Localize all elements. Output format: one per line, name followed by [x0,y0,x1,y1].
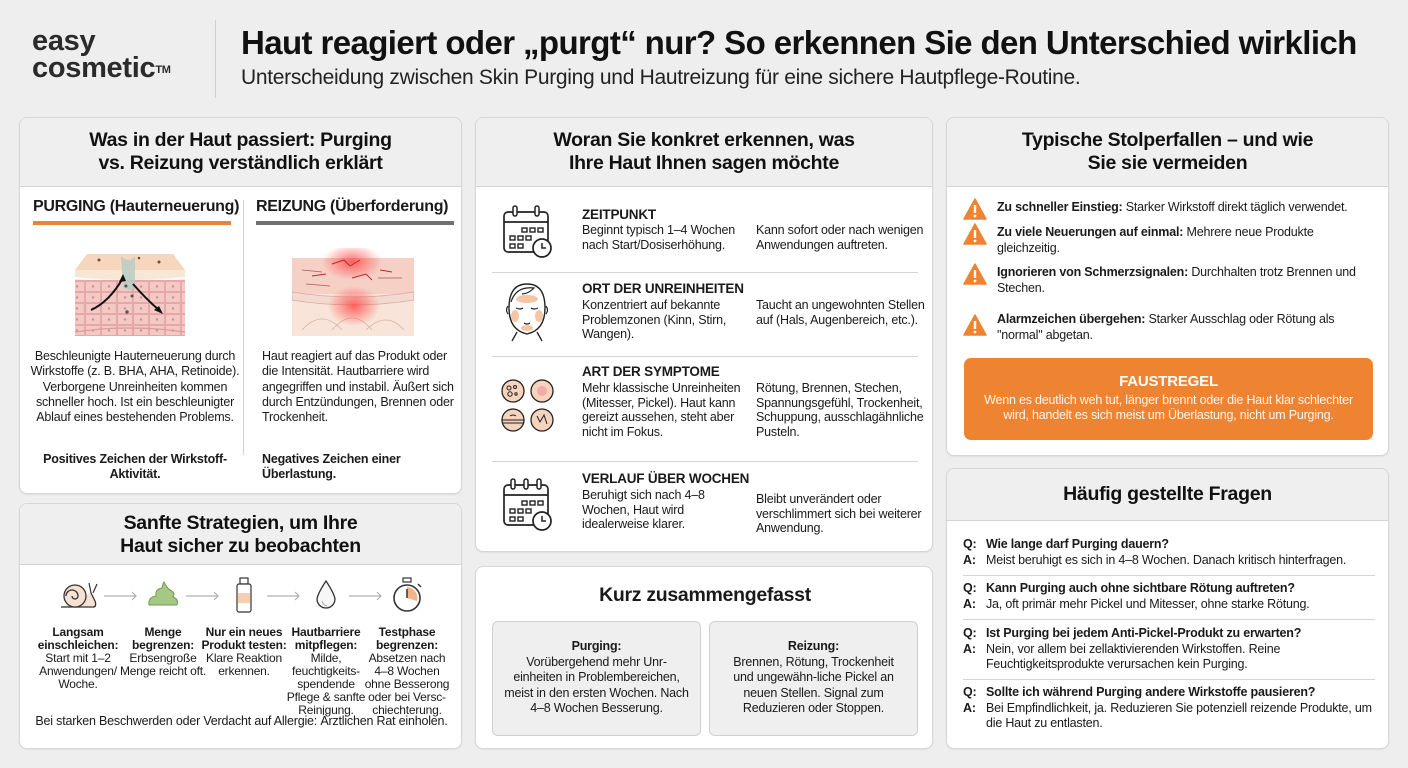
strategy-step [364,574,450,717]
irritation-column-header [256,198,456,225]
page-title: Haut reagiert oder „purgt“ nur? So erkennen Sie den Unterschied wirklich [241,24,1357,61]
strategy-step-text: Start mit 1–2 Anwendungen/ Woche. [39,651,117,691]
skin-irritation-illustration [292,248,414,336]
pitfall-title: Ignorieren von Schmerzsignalen: [997,265,1189,279]
sign-row-title: VERLAUF ÜBER WOCHEN [582,471,750,486]
question-label: Q: [963,626,977,640]
faq-item [963,685,1375,732]
sign-irritation-text: Kann sofort oder nach wenigen Anwendungen auftreten. [756,223,924,252]
faq-question: Wie lange darf Purging dauern? [986,537,1169,551]
rule-of-thumb-text: Wenn es deutlich weh tut, länger brennt oder die Haut klar schlechter wird, handelt es sich meist um Überlastung, nicht um Purging. [984,393,1353,422]
purging-accent-bar [33,221,231,225]
card-title-line: Haut sicher zu beobachten [120,535,361,557]
pitfall-title: Zu viele Neuerungen auf einmal: [997,225,1184,239]
pitfall-title: Alarmzeichen übergehen: [997,312,1146,326]
logo-line-1: easy [32,25,96,57]
pitfalls-card [946,117,1389,456]
calendar-clock-icon [500,477,556,533]
card-title [947,118,1388,187]
irritation-heading: REIZUNG (Überforderung) [256,198,449,215]
card-title-line: Sanfte Strategien, um Ihre [123,512,358,534]
faq-answer: Ja, oft primär mehr Pickel und Mitesser, ohne starke Rötung. [986,596,1310,611]
purging-description: Beschleunigte Hauterneuerung durch Wirkstoffe (z. B. BHA, AHA, Retinoide). Verborgene Unreinheiten kommen schneller hoch. Ist ein beschleunigter Ablauf eines bestehenden Problems. [30,349,240,425]
faq-answer: Meist beruhigt es sich in 4–8 Wochen. Danach kritisch hinterfragen. [986,552,1347,567]
summary-irritation-label: Reizung: [787,639,840,653]
faq-item [963,581,1375,612]
strategy-step-title: Testphase begrenzen: [375,625,438,652]
skin-purging-illustration [69,248,191,336]
card-title-line: Was in der Haut passiert: Purging [89,129,392,151]
card-title-line: Woran Sie konkret erkennen, was [553,129,855,151]
pitfall-text: Starker Ausschlag oder Rötung als "normal" abgetan. [997,312,1335,342]
irritation-sign: Negatives Zeichen einer Überlastung. [262,452,401,482]
card-title [20,118,461,187]
calendar-clock-icon [500,204,556,260]
sign-row-location [492,274,925,356]
faq-card [946,468,1389,749]
page-subtitle: Unterscheidung zwischen Skin Purging und Hautreizung für eine sichere Hautpflege-Routine. [241,66,1081,89]
purging-column-header [33,198,240,225]
stopwatch-icon [364,574,450,616]
sign-irritation-text: Bleibt unverändert oder verschlimmert sich bei weiterer Anwendung. [756,492,922,535]
question-label: Q: [963,581,977,595]
faq-divider [963,575,1375,576]
card-title-line: Sie sie vermeiden [1087,152,1248,174]
column-divider [243,200,244,455]
strategy-step [201,574,287,678]
strategy-step-text: Erbsengroße Menge reicht oft. [120,651,206,678]
sign-purging-text: Konzentriert auf bekannte Problemzonen (Kinn, Stirn, Wangen). [582,298,727,341]
strategy-step [120,574,206,678]
purging-heading: PURGING (Hauterneuerung) [33,198,240,215]
question-label: Q: [963,537,977,551]
faq-item [963,626,1375,673]
trademark-mark: TM [155,64,171,76]
faq-divider [963,679,1375,680]
card-title [476,118,932,187]
row-divider [492,461,918,462]
sign-purging-text: Mehr klassische Unreinheiten (Mitesser, Pickel). Haut kann gereizt aussehen, steht aber nicht im Fokus. [582,381,741,439]
faq-question: Ist Purging bei jedem Anti-Pickel-Produkt zu erwarten? [986,626,1302,640]
rule-of-thumb-title: FAUSTREGEL [1119,373,1218,390]
irritation-description: Haut reagiert auf das Produkt oder die Intensität. Hautbarriere wird angegriffen und instabil. Äußert sich durch Entzündungen, Brennen oder Trockenheit. [262,349,454,425]
summary-purging-box [492,621,701,736]
sign-purging-text: Beruhigt sich nach 4–8 Wochen, Haut wird idealerweise klarer. [582,488,705,531]
strategy-step-text: Klare Reaktion erkennen. [206,651,282,678]
rule-of-thumb-box [964,358,1373,440]
sign-irritation-text: Taucht an ungewohnten Stellen auf (Hals, Augenbereich, etc.). [756,298,925,327]
strategies-card [19,503,462,749]
pitfall-text: Starker Wirkstoff direkt täglich verwendet. [1122,200,1348,214]
faq-divider [963,619,1375,620]
strategy-step-text: Milde, feuchtigkeits-spendende Pflege & sanfte Reinigung. [286,651,366,717]
strategy-step-title: Nur ein neues Produkt testen: [201,625,287,652]
pitfall-text: Mehrere neue Produkte gleichzeitig. [997,225,1314,255]
purging-sign: Positives Zeichen der Wirkstoff-Aktivität. [43,452,227,482]
strategy-step-title: Menge begrenzen: [131,625,194,652]
card-title: Kurz zusammengefasst [599,584,811,606]
row-divider [492,272,918,273]
card-title-line: vs. Reizung verständlich erklärt [98,152,383,174]
row-divider [492,356,918,357]
summary-purging-text: Vorübergehend mehr Unr-einheiten in Problembereichen, meist in den ersten Wochen. Nach 4–8 Wochen Besserung. [504,654,689,715]
allergy-note: Bei starken Beschwerden oder Verdacht auf Allergie: Ärztlichen Rat einholen. [35,714,448,728]
card-title: Häufig gestellte Fragen [947,469,1388,521]
skin-symptoms-icon [500,378,556,434]
sign-row-title: ORT DER UNREINHEITEN [582,281,744,296]
sign-irritation-text: Rötung, Brennen, Stechen, Spannungsgefühl, Trockenheit, Schuppung, ausschlagähnliche Pusteln. [756,381,924,439]
summary-card [475,566,933,749]
sign-row-title: ZEITPUNKT [582,207,656,222]
pitfall-text: Durchhalten trotz Brennen und Stechen. [997,265,1356,295]
answer-label: A: [963,700,976,715]
sign-row-course [492,463,922,543]
faq-answer: Bei Empfindlichkeit, ja. Reduzieren Sie potenziell reizende Produkte, um die Haut zu entlasten. [986,700,1372,730]
summary-purging-label: Purging: [571,639,622,653]
summary-irritation-box [709,621,918,736]
irritation-accent-bar [256,221,454,225]
card-title-line: Ihre Haut Ihnen sagen möchte [568,152,840,174]
answer-label: A: [963,552,976,567]
sign-row-symptoms [492,358,924,461]
sign-row-title: ART DER SYMPTOME [582,364,720,379]
sign-purging-text: Beginnt typisch 1–4 Wochen nach Start/Dosiserhöhung. [582,223,736,252]
warning-icon [963,314,987,336]
warning-icon [963,223,987,245]
strategy-step-title: Hautbarriere mitpflegen: [291,625,361,652]
strategy-step-text: Absetzen nach 4–8 Wochen ohne Besserong oder bei Versc-chiechterung. [364,651,450,717]
warning-icon [963,198,987,220]
warning-icon [963,263,987,285]
faq-question: Sollte ich während Purging andere Wirkstoffe pausieren? [986,685,1316,699]
answer-label: A: [963,641,976,656]
sign-row-timing [492,202,924,272]
answer-label: A: [963,596,976,611]
pitfall-title: Zu schneller Einstieg: [997,200,1123,214]
header-divider [215,20,216,98]
face-zones-icon [500,280,554,342]
faq-question: Kann Purging auch ohne sichtbare Rötung auftreten? [986,581,1295,595]
brand-logo [32,25,171,84]
faq-answer: Nein, vor allem bei zellaktivierenden Wirkstoffen. Reine Feuchtigkeitsprodukte verursachen kein Purging. [986,641,1281,671]
summary-irritation-text: Brennen, Rötung, Trockenheit und ungewähn-liche Pickel an neuen Stellen. Signal zum Reduzieren oder Stoppen. [733,654,894,715]
page-header [0,0,1408,110]
card-title [20,504,461,565]
signs-card [475,117,933,552]
strategy-step-title: Langsam einschleichen: [37,625,119,652]
faq-item [963,537,1375,568]
question-label: Q: [963,685,977,699]
card-title-line: Typische Stolperfallen – und wie [1021,129,1314,151]
logo-line-2: cosmetic [32,52,156,84]
explanation-card [19,117,462,494]
